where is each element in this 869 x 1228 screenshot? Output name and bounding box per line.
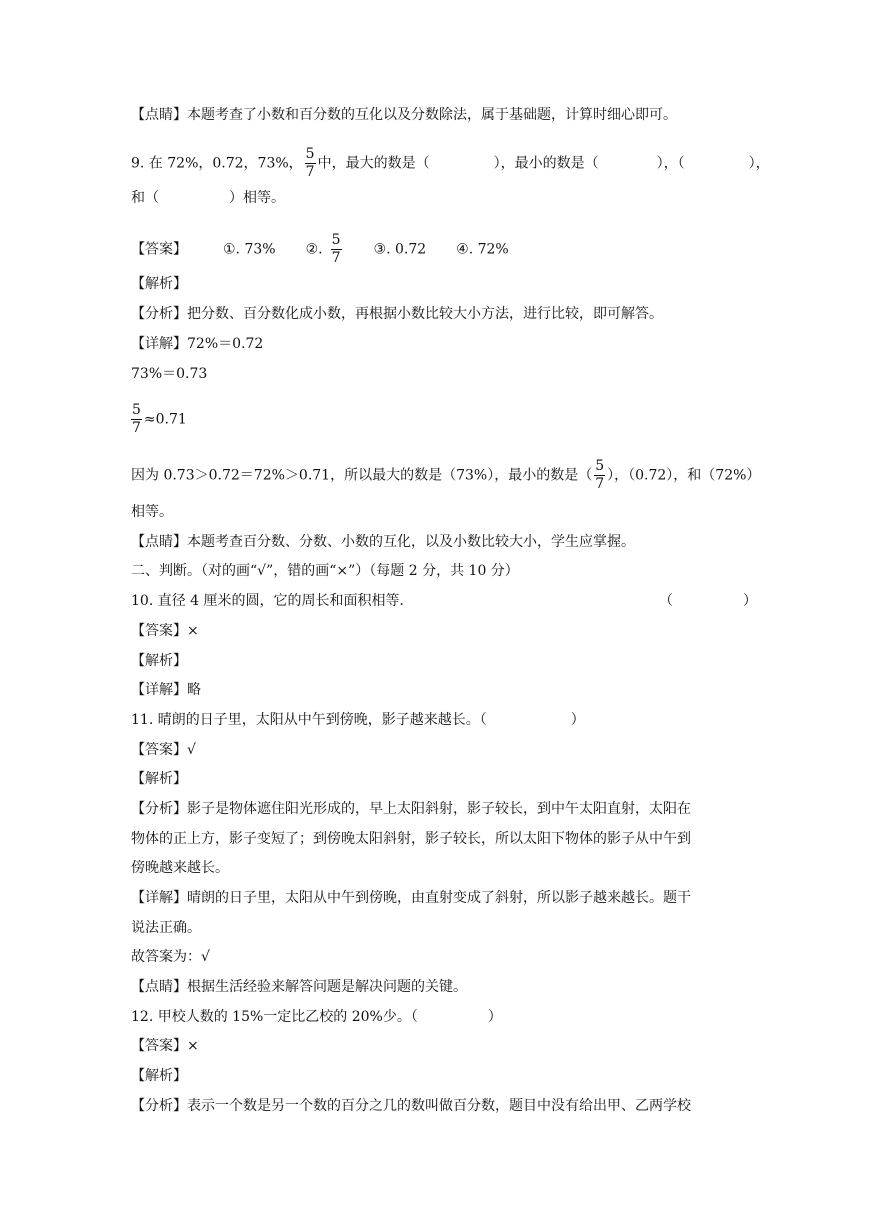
gudaan-11: 故答案为：√ bbox=[131, 949, 210, 965]
jiexi-12: 【解析】 bbox=[131, 1068, 187, 1084]
jiexi-11: 【解析】 bbox=[131, 771, 187, 787]
question-11: 11. 晴朗的日子里，太阳从中午到傍晚，影子越来越长。（ ） bbox=[131, 712, 585, 728]
answer-11: 【答案】√ bbox=[131, 742, 196, 758]
approx-value: ≈0.71 bbox=[143, 411, 187, 428]
fraction-numerator: 5 bbox=[595, 458, 605, 474]
fraction-5-7 bbox=[305, 146, 316, 181]
question-12: 12. 甲校人数的 15%一定比乙校的 20%少。（ ） bbox=[131, 1009, 502, 1025]
q9-text-a: 9. 在 72%，0.72，73%， bbox=[131, 155, 303, 172]
xiangjie-11-2: 说法正确。 bbox=[131, 920, 201, 936]
because-line2: 相等。 bbox=[131, 504, 173, 520]
jiexi-10: 【解析】 bbox=[131, 653, 187, 669]
question-9-line1 bbox=[131, 146, 770, 181]
dianjing-8: 【点睛】本题考查了小数和百分数的互化以及分数除法，属于基础题，计算时细心即可。 bbox=[131, 107, 677, 123]
answer-9-4: ④. 72% bbox=[456, 241, 509, 258]
fenxi-11-2: 物体的正上方，影子变短了；到傍晚太阳斜射，影子较长，所以太阳下物体的影子从中午到 bbox=[131, 831, 691, 847]
because-text-a: 因为 0.73＞0.72＝72%＞0.71，所以最大的数是（73%），最小的数是（ bbox=[131, 467, 593, 484]
fenxi-11-1: 【分析】影子是物体遮住阳光形成的，早上太阳斜射，影子较长，到中午太阳直射，太阳在 bbox=[131, 801, 691, 817]
fenxi-12: 【分析】表示一个数是另一个数的百分之几的数叫做百分数，题目中没有给出甲、乙两学校 bbox=[131, 1098, 691, 1114]
question-10: 10. 直径 4 厘米的圆，它的周长和面积相等． bbox=[131, 593, 414, 609]
fraction-5-7 bbox=[131, 402, 142, 437]
xiangjie-9-3 bbox=[131, 402, 187, 437]
fraction-denominator: 7 bbox=[305, 164, 315, 180]
fenxi-9: 【分析】把分数、百分数化成小数，再根据小数比较大小方法，进行比较，即可解答。 bbox=[131, 306, 663, 322]
q9-text-d: ），（ bbox=[656, 155, 685, 172]
answer-10: 【答案】× bbox=[131, 623, 199, 639]
fraction-denominator: 7 bbox=[331, 250, 341, 266]
fenxi-11-3: 傍晚越来越长。 bbox=[131, 860, 229, 876]
xiangjie-11-1: 【详解】晴朗的日子里，太阳从中午到傍晚，由直射变成了斜射，所以影子越来越长。题干 bbox=[131, 890, 691, 906]
because-line1 bbox=[131, 458, 760, 493]
fraction-numerator: 5 bbox=[132, 402, 141, 418]
question-10-paren: （ ） bbox=[659, 593, 757, 609]
xiangjie-9-1: 【详解】72%＝0.72 bbox=[131, 336, 264, 352]
answer-fraction-5-7 bbox=[331, 232, 342, 267]
fraction-denominator: 7 bbox=[595, 476, 605, 492]
dianjing-9: 【点睛】本题考查百分数、分数、小数的互化，以及小数比较大小，学生应掌握。 bbox=[131, 534, 635, 550]
xiangjie-9-2: 73%＝0.73 bbox=[131, 366, 208, 382]
fraction-numerator: 5 bbox=[305, 146, 315, 162]
answer-label: 【答案】 bbox=[131, 241, 187, 258]
dianjing-11: 【点睛】根据生活经验来解答问题是解决问题的关键。 bbox=[131, 979, 467, 995]
fraction-denominator: 7 bbox=[132, 420, 141, 436]
answer-12: 【答案】× bbox=[131, 1038, 199, 1054]
jiexi-9: 【解析】 bbox=[131, 276, 187, 292]
q9-text-c: ），最小的数是（ bbox=[493, 155, 599, 172]
fraction-numerator: 5 bbox=[331, 232, 341, 248]
question-9-line2: 和（ ）相等。 bbox=[131, 190, 285, 206]
q9-text-e: ）， bbox=[748, 155, 770, 172]
answer-9-2: ②. bbox=[305, 241, 323, 258]
xiangjie-10: 【详解】略 bbox=[131, 682, 201, 698]
answer-9 bbox=[131, 232, 509, 267]
fraction-5-7 bbox=[594, 458, 605, 493]
section-2-heading: 二、判断。（对的画“√”，错的画“×”）（每题 2 分，共 10 分） bbox=[131, 563, 519, 579]
answer-9-1: ①. 73% bbox=[223, 241, 276, 258]
answer-9-3: ③. 0.72 bbox=[373, 241, 427, 258]
because-text-b: ），（0.72），和（72%） bbox=[607, 467, 761, 484]
q9-text-b: 中，最大的数是（ bbox=[317, 155, 430, 172]
